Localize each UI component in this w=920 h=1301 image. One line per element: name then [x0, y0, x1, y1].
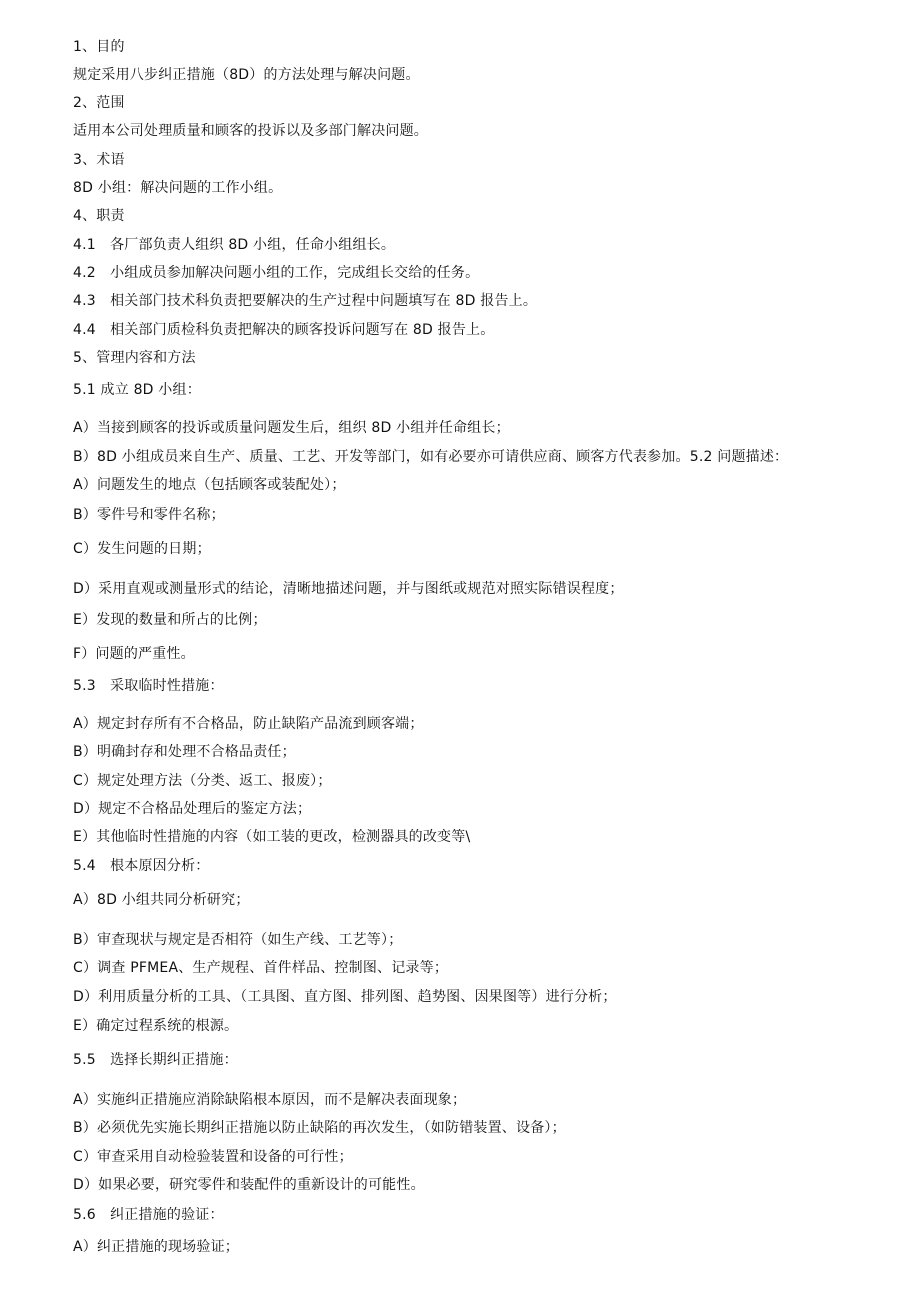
- list-item: C）调查 PFMEA、生产规程、首件样品、控制图、记录等；: [73, 960, 449, 976]
- list-item: A）纠正措施的现场验证；: [73, 1239, 239, 1255]
- list-item: B）明确封存和处理不合格品责任；: [73, 744, 296, 760]
- subheading-5-1: 5.1 成立 8D 小组：: [73, 382, 201, 398]
- list-item: B）零件号和零件名称；: [73, 507, 225, 523]
- list-item: D）规定不合格品处理后的鉴定方法；: [73, 801, 312, 817]
- list-item: B）必须优先实施长期纠正措施以防止缺陷的再次发生，（如防错装置、设备）；: [73, 1120, 566, 1136]
- list-item: A）8D 小组共同分析研究；: [73, 892, 250, 908]
- list-item: A）当接到顾客的投诉或质量问题发生后，组织 8D 小组并任命组长；: [73, 420, 510, 436]
- list-item: C）审查采用自动检验装置和设备的可行性；: [73, 1149, 353, 1165]
- list-item: D）利用质量分析的工具、（工具图、直方图、排列图、趋势图、因果图等）进行分析；: [73, 989, 617, 1005]
- subheading-5-5: 5.5 选择长期纠正措施：: [73, 1052, 238, 1068]
- heading-scope: 2、范围: [73, 95, 125, 111]
- list-item: 4.4 相关部门质检科负责把解决的顾客投诉问题写在 8D 报告上。: [73, 322, 495, 338]
- paragraph-scope: 适用本公司处理质量和顾客的投诉以及多部门解决问题。: [73, 123, 428, 139]
- list-item: C）发生问题的日期；: [73, 541, 211, 557]
- heading-purpose: 1、目的: [73, 39, 125, 55]
- heading-responsibilities: 4、职责: [73, 208, 125, 224]
- heading-terms: 3、术语: [73, 152, 125, 168]
- list-item: E）确定过程系统的根源。: [73, 1018, 239, 1034]
- list-item: C）规定处理方法（分类、返工、报废）；: [73, 773, 332, 789]
- paragraph-purpose: 规定采用八步纠正措施（8D）的方法处理与解决问题。: [73, 67, 420, 83]
- list-item: E）发现的数量和所占的比例；: [73, 612, 267, 628]
- list-item: B）8D 小组成员来自生产、质量、工艺、开发等部门，如有必要亦可请供应商、顾客方代表参加。5.2 问题描述：: [73, 449, 789, 465]
- list-item: A）实施纠正措施应消除缺陷根本原因，而不是解决表面现象；: [73, 1092, 467, 1108]
- list-item: 4.2 小组成员参加解决问题小组的工作，完成组长交给的任务。: [73, 265, 480, 281]
- list-item: F）问题的严重性。: [73, 646, 195, 662]
- heading-management: 5、管理内容和方法: [73, 350, 196, 366]
- list-item: 4.1 各厂部负责人组织 8D 小组，任命小组组长。: [73, 237, 396, 253]
- list-item: E）其他临时性措施的内容（如工装的更改，检测器具的改变等\: [73, 829, 471, 845]
- subheading-5-4: 5.4 根本原因分析：: [73, 858, 210, 874]
- paragraph-terms: 8D 小组：解决问题的工作小组。: [73, 180, 283, 196]
- list-item: A）规定封存所有不合格品，防止缺陷产品流到顾客端；: [73, 716, 424, 732]
- list-item: A）问题发生的地点（包括顾客或装配处）；: [73, 477, 346, 493]
- list-item: D）如果必要，研究零件和装配件的重新设计的可能性。: [73, 1177, 425, 1193]
- subheading-5-3: 5.3 采取临时性措施：: [73, 678, 224, 694]
- list-item: D）采用直观或测量形式的结论，清晰地描述问题，并与图纸或规范对照实际错误程度；: [73, 581, 624, 597]
- list-item: 4.3 相关部门技术科负责把要解决的生产过程中问题填写在 8D 报告上。: [73, 293, 538, 309]
- list-item: B）审查现状与规定是否相符（如生产线、工艺等）；: [73, 932, 403, 948]
- subheading-5-6: 5.6 纠正措施的验证：: [73, 1207, 224, 1223]
